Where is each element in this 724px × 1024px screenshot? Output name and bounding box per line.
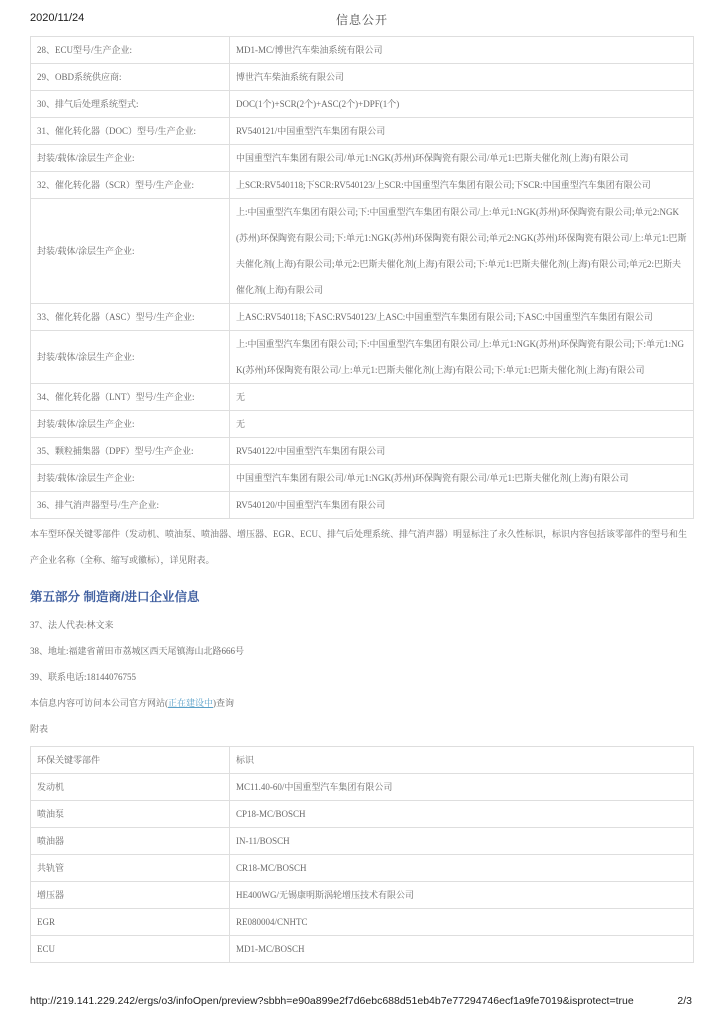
appendix-part-cell: 喷油器: [31, 828, 230, 855]
info-item: 39、联系电话:18144076755: [30, 672, 137, 682]
row-value-cell: 无: [230, 384, 694, 411]
table-row: [31, 331, 694, 384]
appendix-part-cell: ECU: [31, 936, 230, 963]
website-line-prefix: 本信息内容可访问本公司官方网站(: [30, 698, 168, 708]
permanent-marking-note: 本车型环保关键零部件（发动机、喷油泵、喷油器、增压器、EGR、ECU、排气后处理系统、排气消声器）明显标注了永久性标识，标识内容包括该零部件的型号和生产企业名称（全称、缩写或徽标），详见附表。: [30, 529, 688, 565]
row-value-cell: MD1-MC/博世汽车柴油系统有限公司: [230, 37, 694, 64]
table-row: [31, 936, 694, 963]
table-row: [31, 855, 694, 882]
appendix-header-part: 环保关键零部件: [31, 747, 230, 774]
row-label-cell: 33、催化转化器（ASC）型号/生产企业:: [31, 304, 230, 331]
appendix-part-cell: 共轨管: [31, 855, 230, 882]
row-value-cell: RV540120/中国重型汽车集团有限公司: [230, 492, 694, 519]
info-item: 38、地址:福建省莆田市荔城区西天尾镇海山北路666号: [30, 646, 245, 656]
row-value-cell: DOC(1个)+SCR(2个)+ASC(2个)+DPF(1个): [230, 91, 694, 118]
row-label-cell: 封装/载体/涂层生产企业:: [31, 145, 230, 172]
table-row: [31, 304, 694, 331]
table-row: [31, 37, 694, 64]
appendix-marking-cell: HE400WG/无锡康明斯涡轮增压技术有限公司: [230, 882, 694, 909]
print-header: [30, 11, 694, 27]
appendix-marking-cell: MD1-MC/BOSCH: [230, 936, 694, 963]
row-value-cell: 无: [230, 411, 694, 438]
appendix-part-cell: EGR: [31, 909, 230, 936]
table-row: [31, 384, 694, 411]
row-label-cell: 29、OBD系统供应商:: [31, 64, 230, 91]
row-label-cell: 34、催化转化器（LNT）型号/生产企业:: [31, 384, 230, 411]
table-row: [31, 828, 694, 855]
row-value-cell: 上:中国重型汽车集团有限公司;下:中国重型汽车集团有限公司/上:单元1:NGK(苏州)环保陶瓷有限公司;单元2:NGK(苏州)环保陶瓷有限公司;下:单元1:NGK(苏州)环保陶瓷有限公司;单元2:NGK(苏州)环保陶瓷有限公司/上:单元1:巴斯夫催化剂(上海)有限公司;单元2:巴斯夫催化剂(上海)有限公司;下:单元1:巴斯夫催化剂(上海)有限公司;单元2:巴斯夫催化剂(上海)有限公司: [230, 199, 694, 304]
footer-page-number: 2/3: [677, 995, 692, 1007]
section5-heading: 第五部分 制造商/进口企业信息: [30, 590, 200, 604]
table-row: [31, 199, 694, 304]
row-label-cell: 36、排气消声器型号/生产企业:: [31, 492, 230, 519]
section5-items: [30, 612, 694, 690]
row-label-cell: 31、催化转化器（DOC）型号/生产企业:: [31, 118, 230, 145]
appendix-part-cell: 增压器: [31, 882, 230, 909]
table-row: [31, 64, 694, 91]
table-row: [31, 465, 694, 492]
appendix-marking-cell: IN-11/BOSCH: [230, 828, 694, 855]
appendix-table-body: [31, 747, 694, 963]
row-value-cell: 博世汽车柴油系统有限公司: [230, 64, 694, 91]
row-value-cell: 中国重型汽车集团有限公司/单元1:NGK(苏州)环保陶瓷有限公司/单元1:巴斯夫催化剂(上海)有限公司: [230, 145, 694, 172]
table-row: [31, 774, 694, 801]
page-title: 信息公开: [335, 13, 388, 27]
table-row: [31, 145, 694, 172]
info-item: 37、法人代表:林文来: [30, 620, 114, 630]
table-row: [31, 172, 694, 199]
row-label-cell: 封装/载体/涂层生产企业:: [31, 465, 230, 492]
table-row: [31, 801, 694, 828]
row-value-cell: RV540122/中国重型汽车集团有限公司: [230, 438, 694, 465]
appendix-marking-cell: RE080004/CNHTC: [230, 909, 694, 936]
appendix-marking-cell: CR18-MC/BOSCH: [230, 855, 694, 882]
table-row: [31, 492, 694, 519]
table-row: [31, 438, 694, 465]
row-value-cell: RV540121/中国重型汽车集团有限公司: [230, 118, 694, 145]
table-row: [31, 411, 694, 438]
row-value-cell: 中国重型汽车集团有限公司/单元1:NGK(苏州)环保陶瓷有限公司/单元1:巴斯夫催化剂(上海)有限公司: [230, 465, 694, 492]
row-label-cell: 30、排气后处理系统型式:: [31, 91, 230, 118]
row-value-cell: 上ASC:RV540118;下ASC:RV540123/上ASC:中国重型汽车集团有限公司;下ASC:中国重型汽车集团有限公司: [230, 304, 694, 331]
website-line: [30, 690, 694, 716]
print-date: 2020/11/24: [30, 12, 85, 24]
row-label-cell: 32、催化转化器（SCR）型号/生产企业:: [31, 172, 230, 199]
main-table-body: [31, 37, 694, 519]
row-label-cell: 28、ECU型号/生产企业:: [31, 37, 230, 64]
appendix-label: 附表: [30, 724, 49, 734]
table-row: [31, 747, 694, 774]
table-row: [31, 882, 694, 909]
document-content: [30, 36, 694, 963]
row-value-cell: 上:中国重型汽车集团有限公司;下:中国重型汽车集团有限公司/上:单元1:NGK(苏州)环保陶瓷有限公司;下:单元1:NGK(苏州)环保陶瓷有限公司/上:单元1:巴斯夫催化剂(上海)有限公司;下:单元1:巴斯夫催化剂(上海)有限公司: [230, 331, 694, 384]
appendix-part-cell: 喷油泵: [31, 801, 230, 828]
footer-url: http://219.141.229.242/ergs/o3/infoOpen/preview?sbbh=e90a899e2f7d6ebc688d51eb4b7e77294746ecf1a9fe7019&isprotect=true: [30, 995, 634, 1007]
table-row: [31, 909, 694, 936]
table-row: [31, 91, 694, 118]
appendix-marking-cell: MC11.40-60/中国重型汽车集团有限公司: [230, 774, 694, 801]
appendix-header-marking: 标识: [230, 747, 694, 774]
under-construction-link[interactable]: 正在建设中: [168, 698, 214, 708]
table-row: [31, 118, 694, 145]
row-label-cell: 封装/载体/涂层生产企业:: [31, 199, 230, 304]
appendix-marking-cell: CP18-MC/BOSCH: [230, 801, 694, 828]
row-label-cell: 35、颗粒捕集器（DPF）型号/生产企业:: [31, 438, 230, 465]
print-footer: [30, 995, 694, 1009]
row-label-cell: 封装/载体/涂层生产企业:: [31, 411, 230, 438]
row-value-cell: 上SCR:RV540118;下SCR:RV540123/上SCR:中国重型汽车集团有限公司;下SCR:中国重型汽车集团有限公司: [230, 172, 694, 199]
appendix-part-cell: 发动机: [31, 774, 230, 801]
website-line-suffix: )查询: [213, 698, 235, 708]
appendix-table: [30, 746, 694, 963]
row-label-cell: 封装/载体/涂层生产企业:: [31, 331, 230, 384]
vehicle-info-table: [30, 36, 694, 519]
